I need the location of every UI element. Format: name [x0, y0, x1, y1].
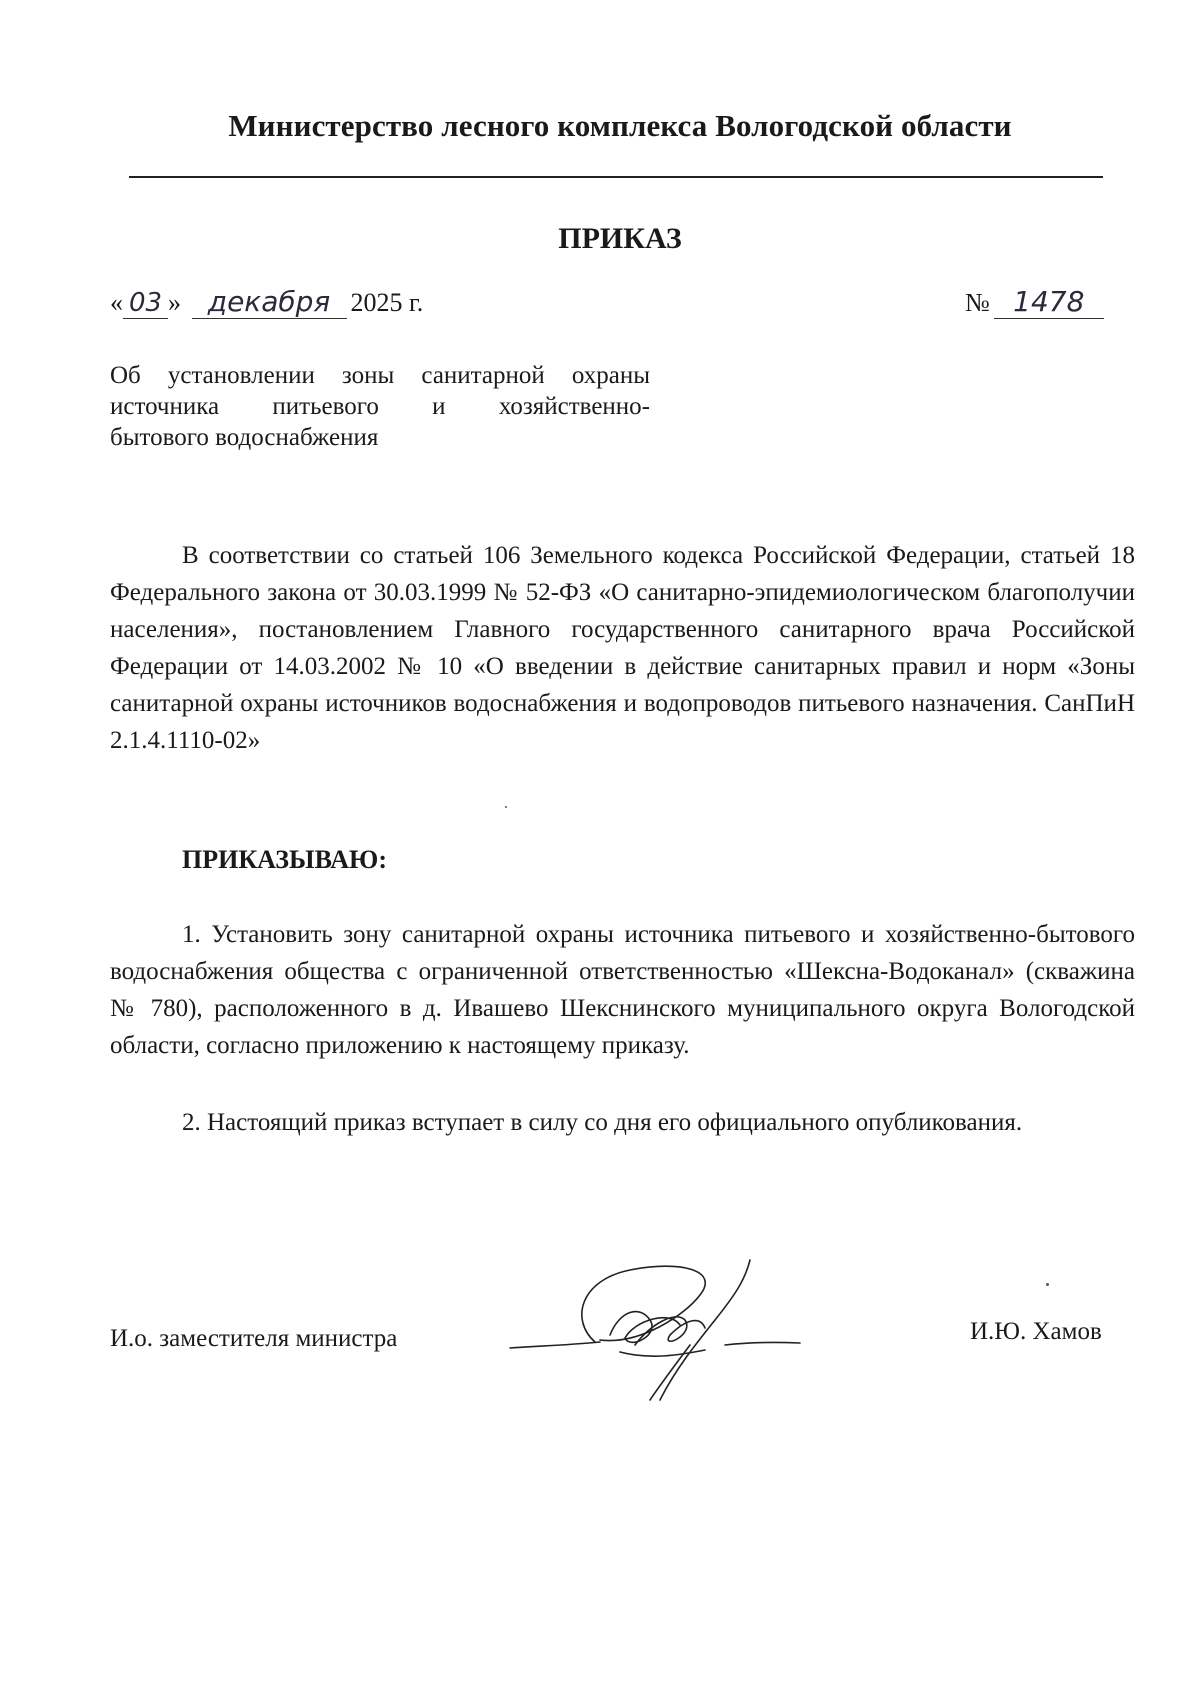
number-sign: № — [965, 288, 990, 317]
order-date — [110, 285, 423, 319]
preamble-paragraph: В соответствии со статьей 106 Земельного кодекса Российской Федерации, статьей 18 Федерального закона от 30.03.1999 № 52-ФЗ «О санитарно-эпидемиологическом благополучии населения», постановлением Главного государственного санитарного врача Российской Федерации от 14.03.2002 № 10 «О введении в действие санитарных правил и норм «Зоны санитарной охраны источников водоснабжения и водопроводов питьевого назначения. СанПиН 2.1.4.1110-02» — [110, 542, 1135, 754]
header-divider — [129, 176, 1103, 178]
date-close-quote: » — [168, 288, 181, 317]
scan-speck — [505, 806, 507, 808]
date-open-quote: « — [110, 288, 123, 317]
number-handwritten: 1478 — [994, 285, 1104, 319]
document-type: ПРИКАЗ — [558, 222, 682, 255]
date-month-handwritten: декабря — [192, 285, 347, 319]
subject-line: бытового водоснабжения — [110, 424, 379, 451]
order-subject — [110, 360, 650, 453]
signatory-role: И.о. заместителя министра — [110, 1325, 398, 1352]
ministry-title: Министерство лесного комплекса Вологодской области — [228, 108, 1012, 143]
subject-line: источника питьевого и хозяйственно- — [110, 393, 650, 420]
signatory-name: И.Ю. Хамов — [970, 1318, 1102, 1345]
order-item-2: 2. Настоящий приказ вступает в силу со дня его официального опубликования. — [182, 1109, 1023, 1136]
order-item-1: 1. Установить зону санитарной охраны источника питьевого и хозяйственно-бытового водоснабжения общества с ограниченной ответственностью «Шексна-Водоканал» (скважина № 780), расположенного в д. Ивашево Шекснинского муниципального округа Вологодской области, согласно приложению к настоящему приказу. — [110, 921, 1135, 1059]
scan-speck — [1046, 1283, 1049, 1286]
date-year: 2025 г. — [350, 288, 424, 317]
order-number — [965, 285, 1104, 319]
handwritten-signature — [500, 1250, 820, 1415]
order-word-heading: ПРИКАЗЫВАЮ: — [182, 845, 387, 874]
date-day-handwritten: 03 — [123, 288, 168, 319]
subject-line: Об установлении зоны санитарной охраны — [110, 362, 650, 389]
